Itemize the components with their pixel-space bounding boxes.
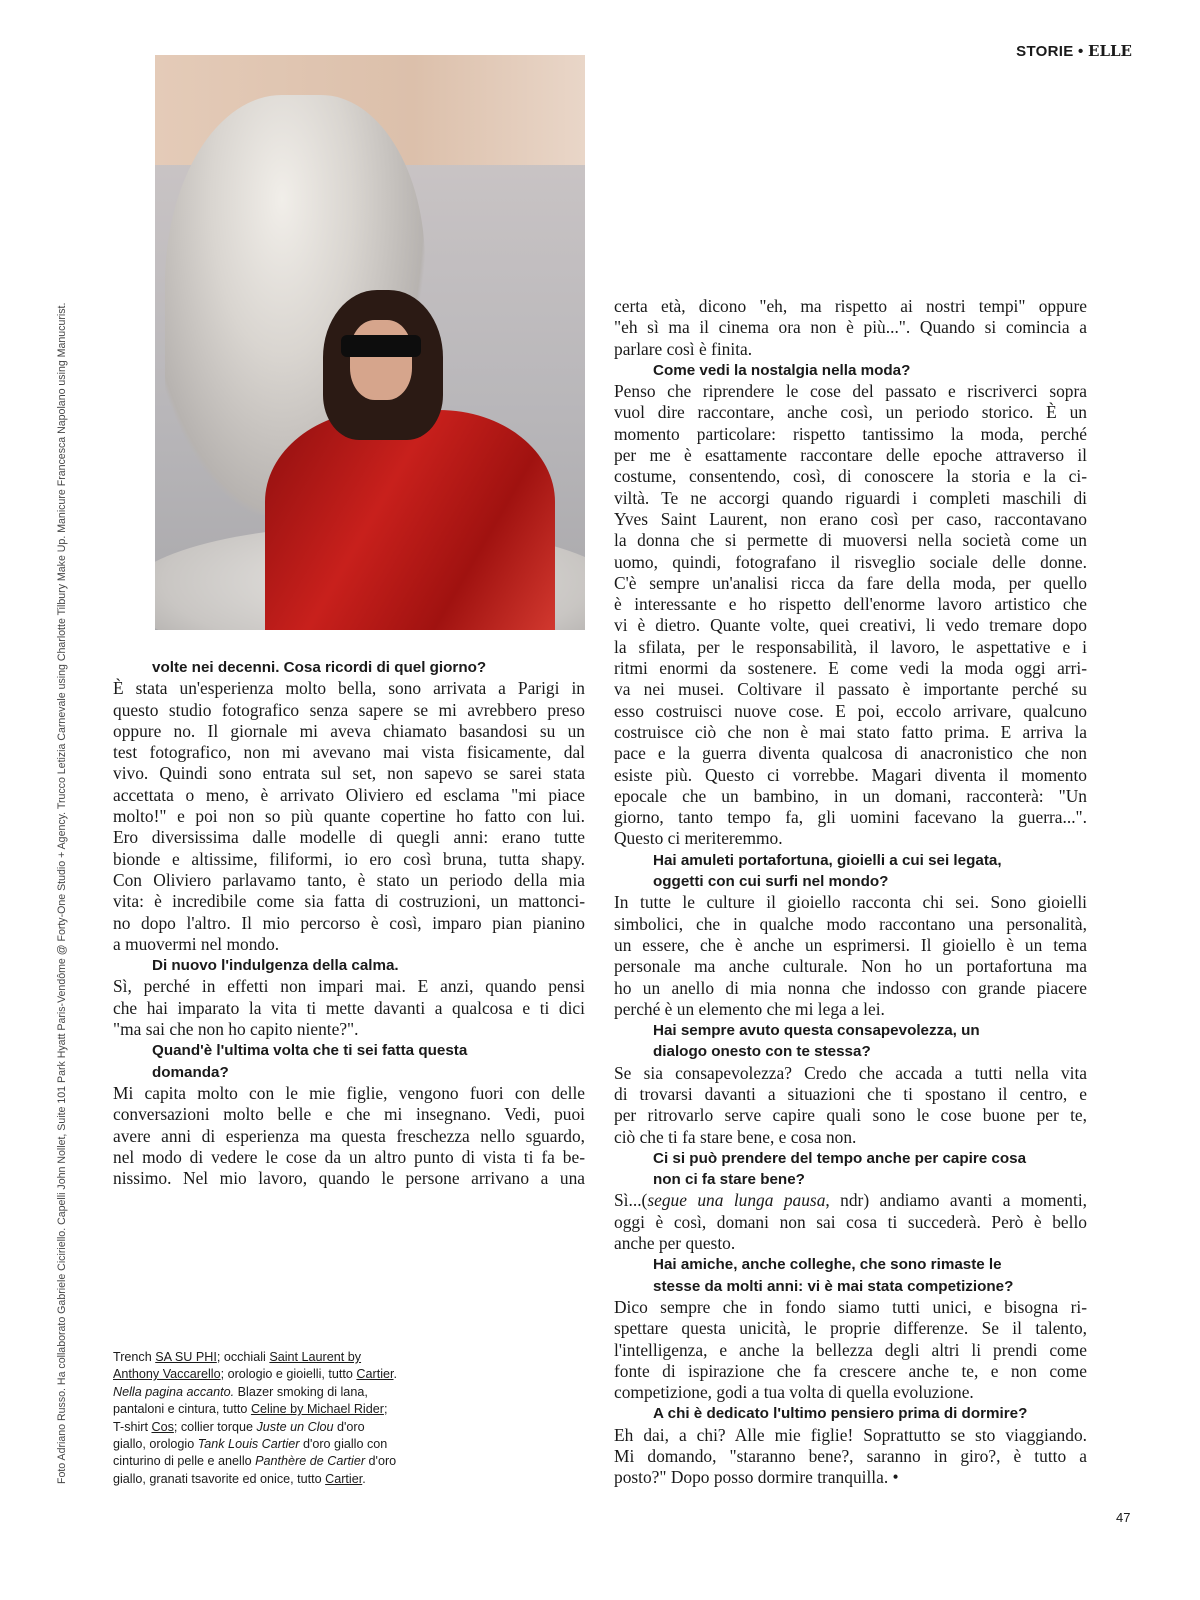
answer-line: nel modo di vedere le cose da un altro punto di vista ti fa be- xyxy=(113,1146,585,1167)
brand-credit: Saint Laurent by xyxy=(269,1350,362,1364)
section-label: STORIE xyxy=(1016,43,1074,60)
answer-line: fonte di ispirazione che fa crescere anche te, e non come xyxy=(614,1360,1087,1381)
answer-line: che hai imparato la vita ti mette davanti a qualcosa e ti dici xyxy=(113,997,585,1018)
interview-question: stesse da molti anni: vi è mai stata competizione? xyxy=(653,1277,1014,1295)
text-segment: d'oro xyxy=(333,1419,365,1434)
brand-credit: Cartier xyxy=(325,1471,363,1486)
answer-line: C'è sempre un'analisi ricca da fare della moda, per quello xyxy=(614,572,1087,593)
interview-question: A chi è dedicato l'ultimo pensiero prima di dormire? xyxy=(653,1405,1028,1423)
text-segment: ; orologio e gioielli, tutto xyxy=(220,1367,357,1382)
text-segment: cinturino di pelle e anello xyxy=(113,1454,256,1469)
answer-line: costume, consentendo, così, di conoscere la storia e la ci- xyxy=(614,466,1087,487)
answer-line: Ero diversissima dalle modelle di quegli anni: erano tutte xyxy=(113,827,585,848)
interview-question: Ci si può prendere del tempo anche per capire cosa xyxy=(653,1149,1027,1167)
interview-question: Hai amiche, anche colleghe, che sono rimaste le xyxy=(653,1256,1002,1274)
answer-line: personale ma anche culturale. Non ho un portafortuna ma xyxy=(614,956,1087,977)
answer-line: giorno, tanto tempo fa, gli uomini facevano la guerra...". xyxy=(614,807,1087,828)
left-text-column xyxy=(113,657,585,1189)
answer-line: spettare questa unicità, le proprie differenze. Se il talento, xyxy=(614,1318,1087,1339)
portrait-photo xyxy=(155,55,585,630)
answer-line: a muovermi nel mondo. xyxy=(113,933,280,954)
brand-credit: Celine by Michael Rider xyxy=(250,1402,384,1417)
answer-line: momento particolare: rispetto tantissimo la moda, perché xyxy=(614,423,1087,444)
answer-line: simbolici, che in qualche modo raccontano una personalità, xyxy=(614,913,1087,934)
text-segment: ; collier torque xyxy=(173,1419,257,1434)
text-segment: giallo, granati tsavorite ed onice, tutto xyxy=(113,1471,326,1486)
answer-line: l'intelligenza, e anche la bellezza degli altri li prendi come xyxy=(614,1339,1087,1360)
caption-line xyxy=(113,1366,443,1383)
answer-line: esiste più. Questo ci vorrebbe. Magari diventa il momento xyxy=(614,764,1087,785)
answer-line: bionde e altissime, filiformi, io ero così bruna, tutta shapy. xyxy=(113,848,585,869)
caption-line xyxy=(113,1453,443,1470)
interview-question: volte nei decenni. Cosa ricordi di quel giorno? xyxy=(152,659,487,676)
text-segment: giallo, orologio xyxy=(113,1437,198,1452)
answer-line: Se sia consapevolezza? Credo che accada a tutti nella vita xyxy=(614,1062,1087,1083)
answer-line: perché è un elemento che mi lega a lei. xyxy=(614,998,885,1019)
answer-line: va nei musei. Coltivare il passato è importante perché su xyxy=(614,679,1087,700)
italic-text: Nella pagina accanto. xyxy=(113,1384,235,1399)
text-segment: ; xyxy=(383,1402,388,1417)
answer-line: conversazioni molto belle e che mi insegnano. Vedi, puoi xyxy=(113,1104,585,1125)
text-segment: Trench xyxy=(113,1350,156,1364)
answer-line: un essere, che è anche un esprimersi. Il gioiello è un tema xyxy=(614,934,1087,955)
answer-line: no dopo l'altro. Il mio percorso è così, imparo pian pianino xyxy=(113,912,585,933)
separator-bullet: • xyxy=(1078,43,1084,60)
answer-line: Penso che riprendere le cose del passato e riscriverci sopra xyxy=(614,381,1087,402)
answer-line: "ma sai che non ho capito niente?". xyxy=(113,1019,359,1040)
answer-line: costruisce ciò che non è mai stato fatto prima. E arriva la xyxy=(614,721,1087,742)
text-segment: T-shirt xyxy=(113,1419,152,1434)
answer-line: anche per questo. xyxy=(614,1233,736,1254)
caption-line xyxy=(113,1471,443,1488)
answer-line xyxy=(614,1190,1087,1211)
answer-line: competizione, godi a tua volta di quella evoluzione. xyxy=(614,1382,974,1403)
interview-question: dialogo onesto con te stessa? xyxy=(653,1043,871,1061)
italic-text: Panthère de Cartier xyxy=(255,1454,366,1469)
answer-line: è interessante e ho rispetto dell'enorme lavoro artistico che xyxy=(614,594,1087,615)
answer-line: Mi domando, "staranno bene?, saranno in giro?, è tutto a xyxy=(614,1446,1087,1467)
right-text-column xyxy=(614,296,1087,1489)
brand-credit: Cos xyxy=(151,1419,174,1434)
answer-line: certa età, dicono "eh, ma rispetto ai nostri tempi" oppure xyxy=(614,296,1087,316)
answer-line: Questo ci meriteremmo. xyxy=(614,828,783,849)
brand-credit: Cartier xyxy=(356,1367,394,1382)
answer-line: posto?" Dopo posso dormire tranquilla. • xyxy=(614,1467,899,1488)
interview-question: oggetti con cui surfi nel mondo? xyxy=(653,873,889,891)
photo-credits: Foto Adriano Russo. Ha collaborato Gabriele Ciciriello. Capelli John Nollet, Suite 101 Park Hyatt Paris-Vendôme @ Forty-One Studio + Agency. Trucco Letizia Carnevale using Charlotte Tilbury Make Up. Manicure Francesca Napolano using Manucurist. xyxy=(56,302,68,1484)
answer-line: questo studio fotografico senza sapere se mi avrebbero preso xyxy=(113,699,585,720)
answer-line: ritmi enormi da sostenere. E come vedi la moda oggi arri- xyxy=(614,658,1087,679)
answer-line: esso costruisci nuove cose. E poi, eccolo arrivare, qualcuno xyxy=(614,700,1087,721)
text-segment: Blazer smoking di lana, xyxy=(234,1384,368,1399)
brand-credit: SA SU PHI xyxy=(155,1350,217,1364)
answer-line: Dico sempre che in fondo siamo tutti unici, e bisogna ri- xyxy=(614,1296,1087,1317)
interview-question: Hai sempre avuto questa consapevolezza, un xyxy=(653,1022,980,1040)
interview-question: Quand'è l'ultima volta che ti sei fatta questa xyxy=(152,1042,468,1060)
answer-line: la sfilata, per le responsabilità, il lavoro, le aspettative e i xyxy=(614,636,1087,657)
text-segment: ; occhiali xyxy=(216,1350,270,1364)
answer-line: Sì, perché in effetti non impari mai. E anzi, quando pensi xyxy=(113,976,585,997)
answer-line: vuol dire raccontare, anche così, un periodo storico. È un xyxy=(614,402,1087,423)
answer-line: ciò che ti fa stare bene, e cosa non. xyxy=(614,1126,857,1147)
answer-line: parlare così è finita. xyxy=(614,338,753,359)
caption-line xyxy=(113,1349,443,1366)
answer-line: "eh sì ma il cinema ora non è più...". Quando si comincia a xyxy=(614,317,1087,338)
interview-question: Hai amuleti portafortuna, gioielli a cui sei legata, xyxy=(653,851,1002,869)
answer-line: Yves Saint Laurent, non erano così per caso, raccontavano xyxy=(614,508,1087,529)
text-segment: , ndr) andiamo avanti a momenti, xyxy=(825,1190,1088,1211)
italic-text: segue una lunga pausa xyxy=(647,1190,826,1211)
answer-line: Con Oliviero parlavamo tanto, è stato un periodo della mia xyxy=(113,869,585,890)
caption-line xyxy=(113,1384,443,1401)
page-header xyxy=(1016,42,1132,60)
answer-line: pace e la guerra diventa qualcosa di anacronistico che non xyxy=(614,743,1087,764)
text-segment: . xyxy=(393,1367,397,1382)
answer-line: epocale che un bambino, in un domani, racconterà: "Un xyxy=(614,785,1087,806)
answer-line: vita: è incredibile come sia fatta di costruzioni, un mattonci- xyxy=(113,891,585,912)
answer-line: In tutte le culture il gioiello racconta chi sei. Sono gioielli xyxy=(614,892,1087,913)
photo-sunglasses xyxy=(341,335,421,357)
italic-text: Tank Louis Cartier xyxy=(197,1437,300,1452)
answer-line: accettata o meno, è arrivato Oliviero ed esclama "mi piace xyxy=(113,784,585,805)
interview-question: Di nuovo l'indulgenza della calma. xyxy=(152,957,399,975)
interview-question: Come vedi la nostalgia nella moda? xyxy=(653,361,911,379)
answer-line: uomo, quindi, fotografano il risveglio sociale delle donne. xyxy=(614,551,1087,572)
answer-line: di trovarsi davanti a situazioni che ti spostano il centro, e xyxy=(614,1083,1087,1104)
brand-logo: ELLE xyxy=(1088,42,1132,60)
answer-line: per me è esattamente raccontare delle epoche attraverso il xyxy=(614,445,1087,466)
answer-line: oggi è così, domani non sai cosa ti succederà. Però è bello xyxy=(614,1211,1087,1232)
text-segment: pantaloni e cintura, tutto xyxy=(113,1402,251,1417)
answer-line: vivo. Quindi sono entrata sul set, non sapevo se sarei stata xyxy=(113,763,585,784)
interview-question: non ci fa stare bene? xyxy=(653,1171,805,1189)
answer-line: vi è dietro. Quante volte, quei creativi, li vedo tremare dopo xyxy=(614,615,1087,636)
answer-line: Mi capita molto con le mie figlie, vengono fuori con delle xyxy=(113,1082,585,1103)
text-segment: Sì...( xyxy=(614,1190,648,1211)
answer-line: la donna che si permette di muoversi nella società come un xyxy=(614,530,1087,551)
answer-line: test fotografico, non mi avevano mai vista fisicamente, dal xyxy=(113,742,585,763)
photo-red-dress xyxy=(265,410,555,630)
page-number: 47 xyxy=(1116,1510,1131,1525)
brand-credit: Anthony Vaccarello xyxy=(113,1367,221,1382)
text-segment: d'oro xyxy=(365,1454,397,1469)
interview-question: domanda? xyxy=(152,1063,229,1081)
answer-line: avere anni di esperienza ma questa freschezza nello sguardo, xyxy=(113,1125,585,1146)
text-segment: . xyxy=(362,1471,366,1486)
answer-line: ho un anello di mia nonna che indosso con grande piacere xyxy=(614,977,1087,998)
answer-line: nissimo. Nel mio lavoro, quando le persone arrivano a una xyxy=(113,1168,585,1189)
answer-line: oppure no. Il giornale mi aveva chiamato basandosi su un xyxy=(113,720,585,741)
text-segment: d'oro giallo con xyxy=(299,1437,388,1452)
photo-face xyxy=(350,320,412,400)
italic-text: Juste un Clou xyxy=(256,1419,334,1434)
caption-line xyxy=(113,1419,443,1436)
answer-line: È stata un'esperienza molto bella, sono arrivata a Parigi in xyxy=(113,678,585,699)
answer-line: molto!" e poi non so più quante copertine ho fatto con lui. xyxy=(113,806,585,827)
answer-line: per ritrovarlo serve capire quali sono le cose buone per te, xyxy=(614,1105,1087,1126)
photo-caption xyxy=(113,1349,443,1488)
caption-line xyxy=(113,1436,443,1453)
caption-line xyxy=(113,1401,443,1418)
answer-line: Eh dai, a chi? Alle mie figlie! Soprattutto se sto viaggiando. xyxy=(614,1424,1087,1445)
answer-line: viltà. Te ne accorgi quando riguardi i completi maschili di xyxy=(614,487,1087,508)
